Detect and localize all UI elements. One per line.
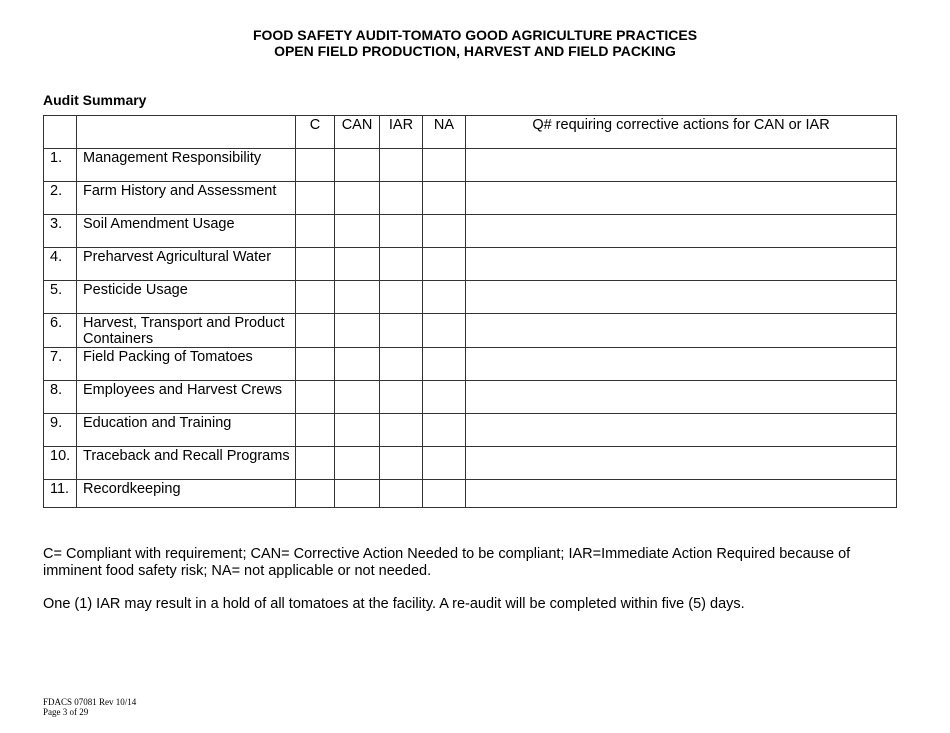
c-cell[interactable] (296, 348, 335, 381)
na-cell[interactable] (423, 149, 466, 182)
iar-cell[interactable] (380, 182, 423, 215)
row-number: 7. (44, 348, 77, 381)
can-cell[interactable] (335, 215, 380, 248)
can-cell[interactable] (335, 182, 380, 215)
document-title-line-2: OPEN FIELD PRODUCTION, HARVEST AND FIELD PACKING (274, 43, 676, 59)
iar-cell[interactable] (380, 480, 423, 508)
table-row (44, 215, 897, 248)
iar-cell[interactable] (380, 281, 423, 314)
na-cell[interactable] (423, 348, 466, 381)
can-cell[interactable] (335, 414, 380, 447)
row-number: 11. (44, 480, 77, 508)
row-number: 2. (44, 182, 77, 215)
corrective-actions-cell[interactable] (466, 281, 897, 314)
header-num-blank (44, 116, 77, 149)
table-row (44, 314, 897, 348)
na-cell[interactable] (423, 381, 466, 414)
corrective-actions-cell[interactable] (466, 447, 897, 480)
row-item-label: Farm History and Assessment (77, 182, 296, 215)
c-cell[interactable] (296, 182, 335, 215)
iar-cell[interactable] (380, 381, 423, 414)
header-c: C (296, 116, 335, 149)
can-cell[interactable] (335, 447, 380, 480)
na-cell[interactable] (423, 215, 466, 248)
header-na: NA (423, 116, 466, 149)
table-row (44, 447, 897, 480)
c-cell[interactable] (296, 447, 335, 480)
can-cell[interactable] (335, 248, 380, 281)
c-cell[interactable] (296, 414, 335, 447)
na-cell[interactable] (423, 480, 466, 508)
table-row (44, 248, 897, 281)
row-item-label: Soil Amendment Usage (77, 215, 296, 248)
row-number: 9. (44, 414, 77, 447)
na-cell[interactable] (423, 248, 466, 281)
iar-cell[interactable] (380, 215, 423, 248)
row-item-label: Management Responsibility (77, 149, 296, 182)
table-row (44, 149, 897, 182)
header-iar: IAR (380, 116, 423, 149)
c-cell[interactable] (296, 215, 335, 248)
c-cell[interactable] (296, 480, 335, 508)
section-title: Audit Summary (43, 92, 147, 108)
iar-cell[interactable] (380, 149, 423, 182)
document-title-line-1: FOOD SAFETY AUDIT-TOMATO GOOD AGRICULTURE PRACTICES (252, 27, 698, 43)
row-number: 3. (44, 215, 77, 248)
iar-cell[interactable] (380, 447, 423, 480)
corrective-actions-cell[interactable] (466, 480, 897, 508)
row-item-label: Preharvest Agricultural Water (77, 248, 296, 281)
table-row (44, 414, 897, 447)
can-cell[interactable] (335, 149, 380, 182)
row-item-label: Pesticide Usage (77, 281, 296, 314)
can-cell[interactable] (335, 281, 380, 314)
corrective-actions-cell[interactable] (466, 215, 897, 248)
legend-note: One (1) IAR may result in a hold of all tomatoes at the facility. A re-audit will be completed within five (5) days. (43, 596, 745, 612)
na-cell[interactable] (423, 414, 466, 447)
table-row (44, 480, 897, 508)
audit-summary-table (43, 115, 897, 508)
corrective-actions-cell[interactable] (466, 348, 897, 381)
can-cell[interactable] (335, 480, 380, 508)
table-row (44, 182, 897, 215)
row-number: 4. (44, 248, 77, 281)
row-number: 5. (44, 281, 77, 314)
row-number: 1. (44, 149, 77, 182)
c-cell[interactable] (296, 248, 335, 281)
row-number: 8. (44, 381, 77, 414)
row-item-label: Field Packing of Tomatoes (77, 348, 296, 381)
iar-cell[interactable] (380, 348, 423, 381)
corrective-actions-cell[interactable] (466, 248, 897, 281)
table-row (44, 348, 897, 381)
table-row (44, 381, 897, 414)
header-item-blank (77, 116, 296, 149)
na-cell[interactable] (423, 182, 466, 215)
c-cell[interactable] (296, 281, 335, 314)
c-cell[interactable] (296, 381, 335, 414)
table-row (44, 281, 897, 314)
na-cell[interactable] (423, 281, 466, 314)
c-cell[interactable] (296, 314, 335, 348)
iar-cell[interactable] (380, 248, 423, 281)
row-item-label: Education and Training (77, 414, 296, 447)
corrective-actions-cell[interactable] (466, 414, 897, 447)
can-cell[interactable] (335, 348, 380, 381)
na-cell[interactable] (423, 447, 466, 480)
legend-definitions: C= Compliant with requirement; CAN= Corrective Action Needed to be compliant; IAR=Immediate Action Required because of imminent food safety risk; NA= not applicable or not needed. (43, 546, 851, 579)
row-number: 6. (44, 314, 77, 348)
row-item-label: Harvest, Transport and Product Containers (77, 314, 296, 348)
row-number: 10. (44, 447, 77, 480)
row-item-label: Employees and Harvest Crews (77, 381, 296, 414)
corrective-actions-cell[interactable] (466, 182, 897, 215)
corrective-actions-cell[interactable] (466, 149, 897, 182)
row-item-label: Recordkeeping (77, 480, 296, 508)
corrective-actions-cell[interactable] (466, 314, 897, 348)
c-cell[interactable] (296, 149, 335, 182)
header-can: CAN (335, 116, 380, 149)
table-header-row (44, 116, 897, 149)
can-cell[interactable] (335, 381, 380, 414)
page-number: Page 3 of 29 (43, 707, 89, 717)
can-cell[interactable] (335, 314, 380, 348)
iar-cell[interactable] (380, 414, 423, 447)
row-item-label: Traceback and Recall Programs (77, 447, 296, 480)
na-cell[interactable] (423, 314, 466, 348)
header-corrective-actions: Q# requiring corrective actions for CAN or IAR (466, 116, 897, 149)
form-id: FDACS 07081 Rev 10/14 (43, 697, 137, 707)
iar-cell[interactable] (380, 314, 423, 348)
corrective-actions-cell[interactable] (466, 381, 897, 414)
